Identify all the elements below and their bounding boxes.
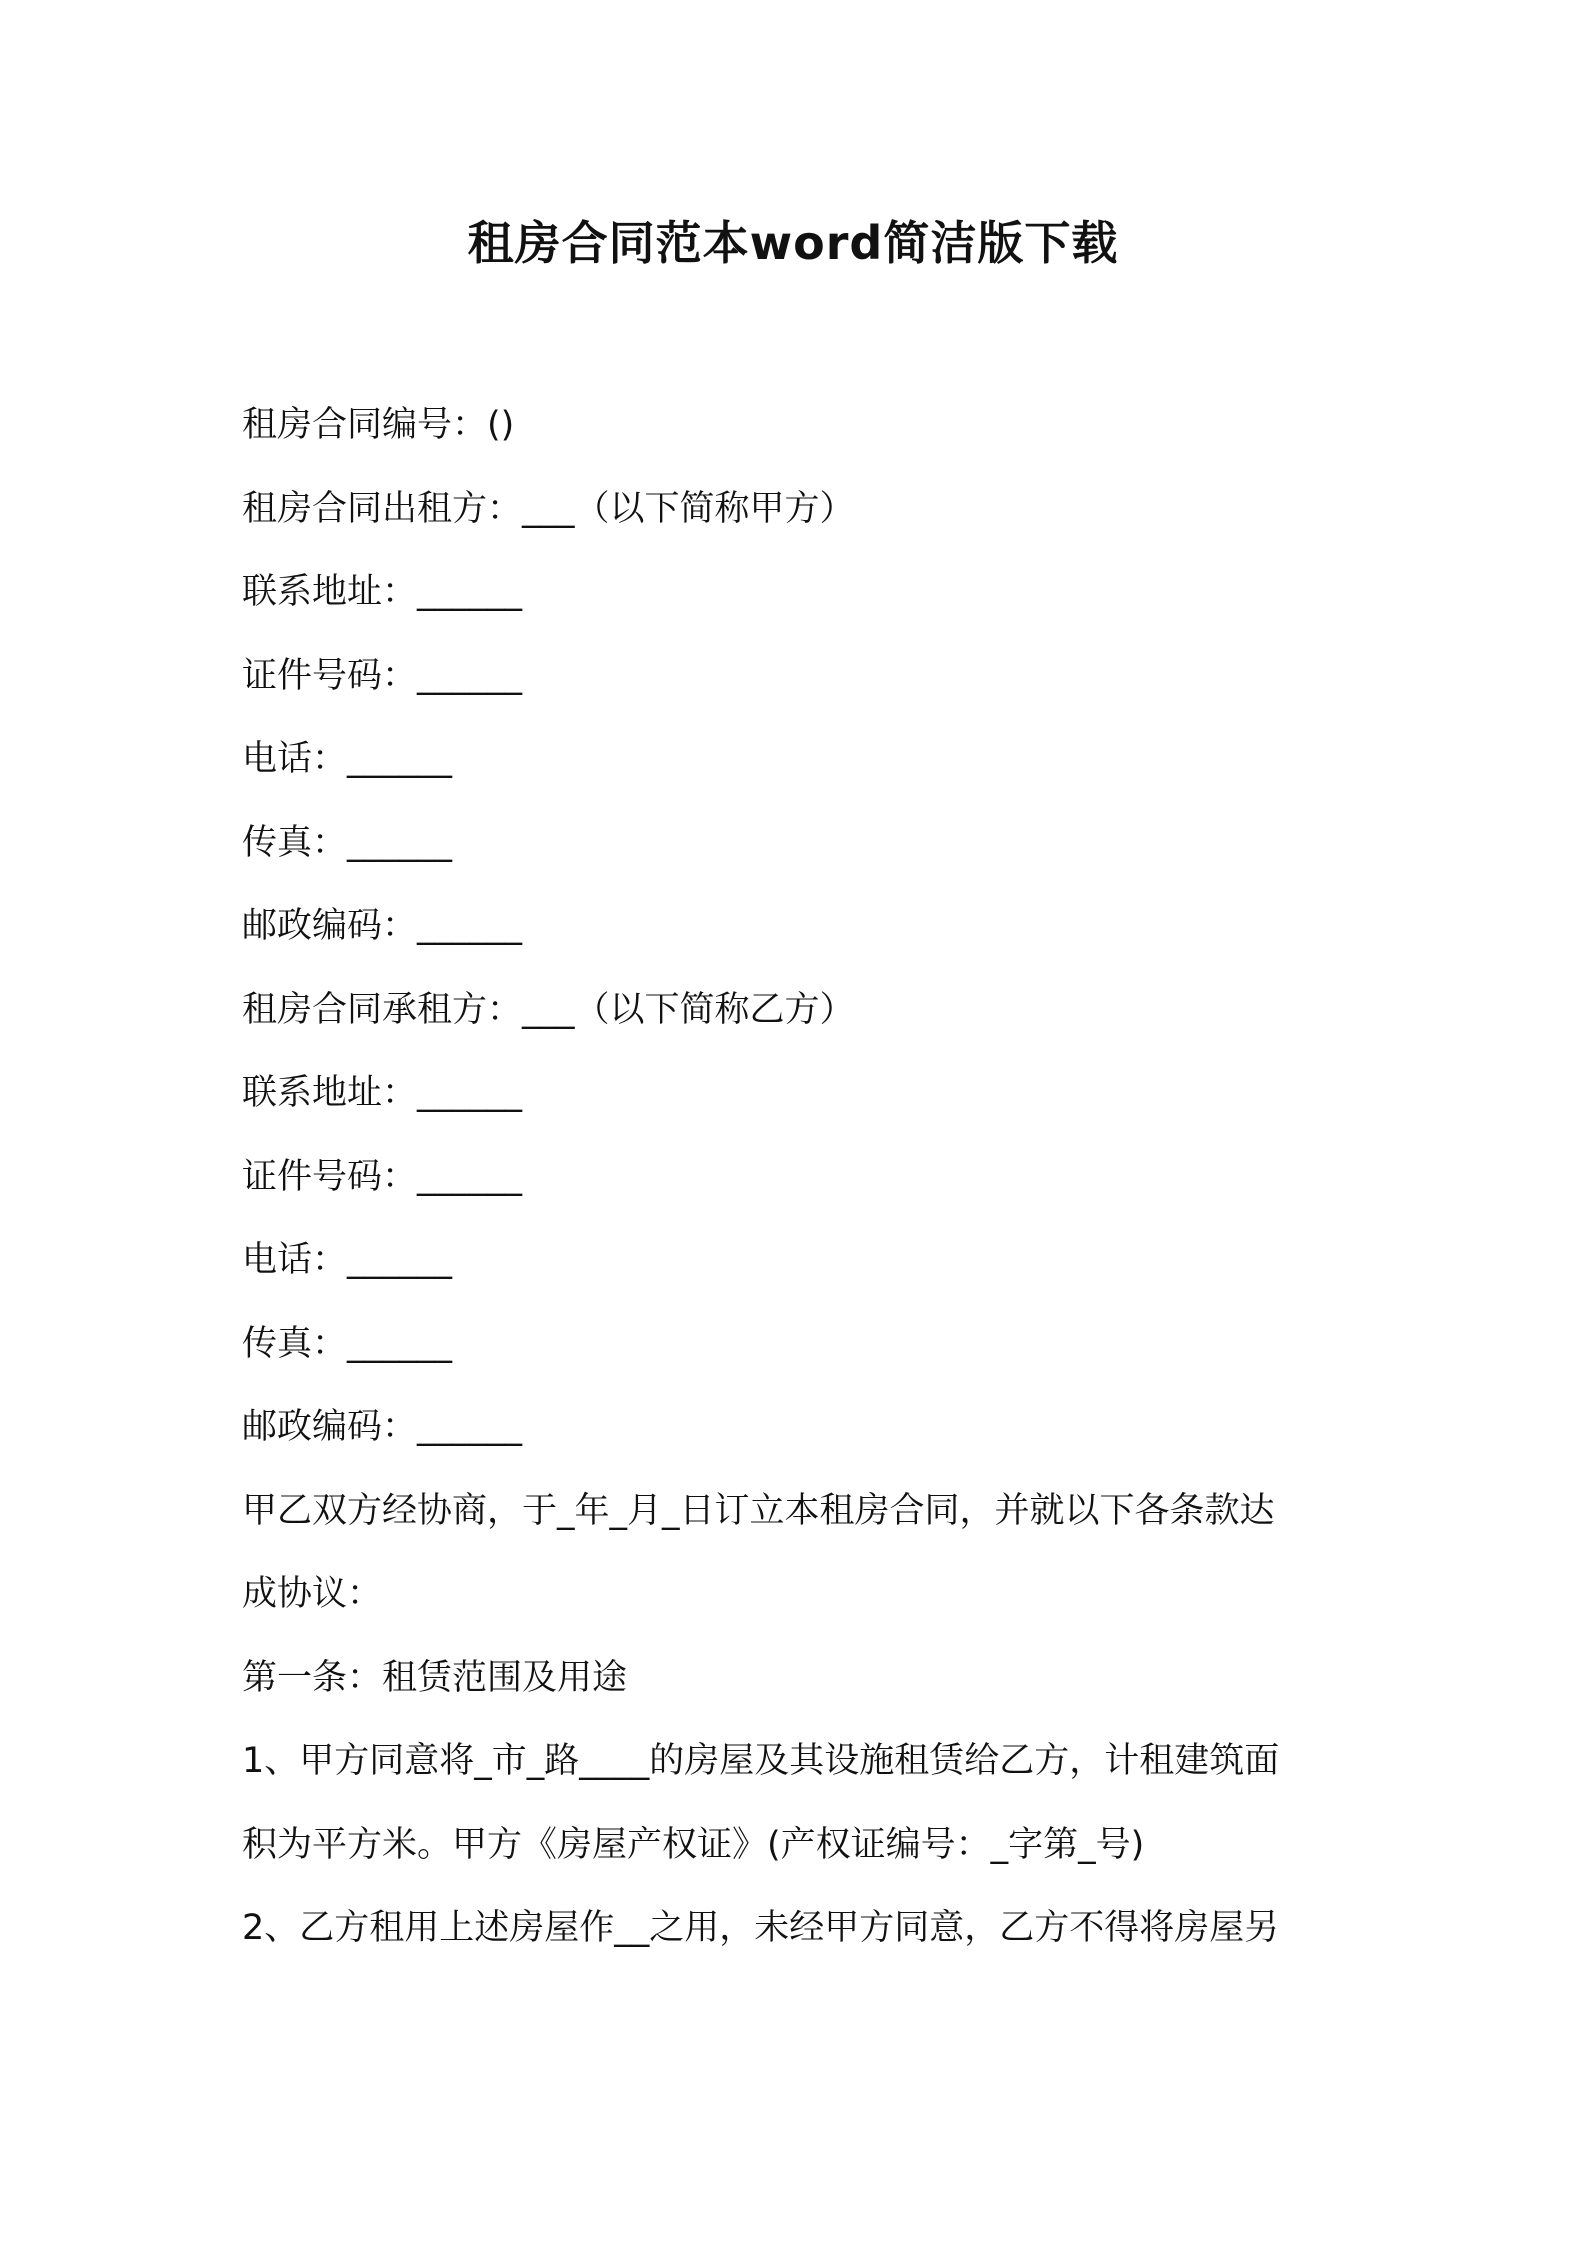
clause-2-line-1: 2、乙方租用上述房屋作__之用，未经甲方同意，乙方不得将房屋另 (242, 1908, 1280, 1948)
lessee-id-line: 证件号码：______ (242, 1156, 523, 1197)
document-body (242, 404, 1362, 1991)
lessor-id-line: 证件号码：______ (242, 655, 523, 696)
lessee-phone-line: 电话：______ (242, 1240, 453, 1280)
lessor-line: 租房合同出租方：___（以下简称甲方） (242, 488, 855, 529)
contract-number-line: 租房合同编号：() (242, 405, 515, 445)
lessee-address-line: 联系地址：______ (242, 1073, 523, 1113)
lessor-postcode-line: 邮政编码：______ (242, 906, 523, 946)
clause-1-line-1: 1、甲方同意将_市_路____的房屋及其设施租赁给乙方，计租建筑面 (242, 1741, 1280, 1781)
lessor-fax-line: 传真：______ (242, 822, 453, 863)
article-one-heading: 第一条：租赁范围及用途 (242, 1657, 628, 1698)
lessee-fax-line: 传真：______ (242, 1323, 453, 1364)
lessee-postcode-line: 邮政编码：______ (242, 1407, 523, 1447)
lessor-address-line: 联系地址：______ (242, 572, 523, 612)
lessor-phone-line: 电话：______ (242, 739, 453, 779)
clause-1-line-2: 积为平方米。甲方《房屋产权证》(产权证编号：_字第_号) (242, 1824, 1145, 1865)
agreement-line-1: 甲乙双方经协商，于_年_月_日订立本租房合同，并就以下各条款达 (242, 1490, 1275, 1531)
lessee-line: 租房合同承租方：___（以下简称乙方） (242, 989, 855, 1030)
agreement-line-2: 成协议： (242, 1574, 383, 1614)
document-title: 租房合同范本word简洁版下载 (467, 216, 1119, 270)
